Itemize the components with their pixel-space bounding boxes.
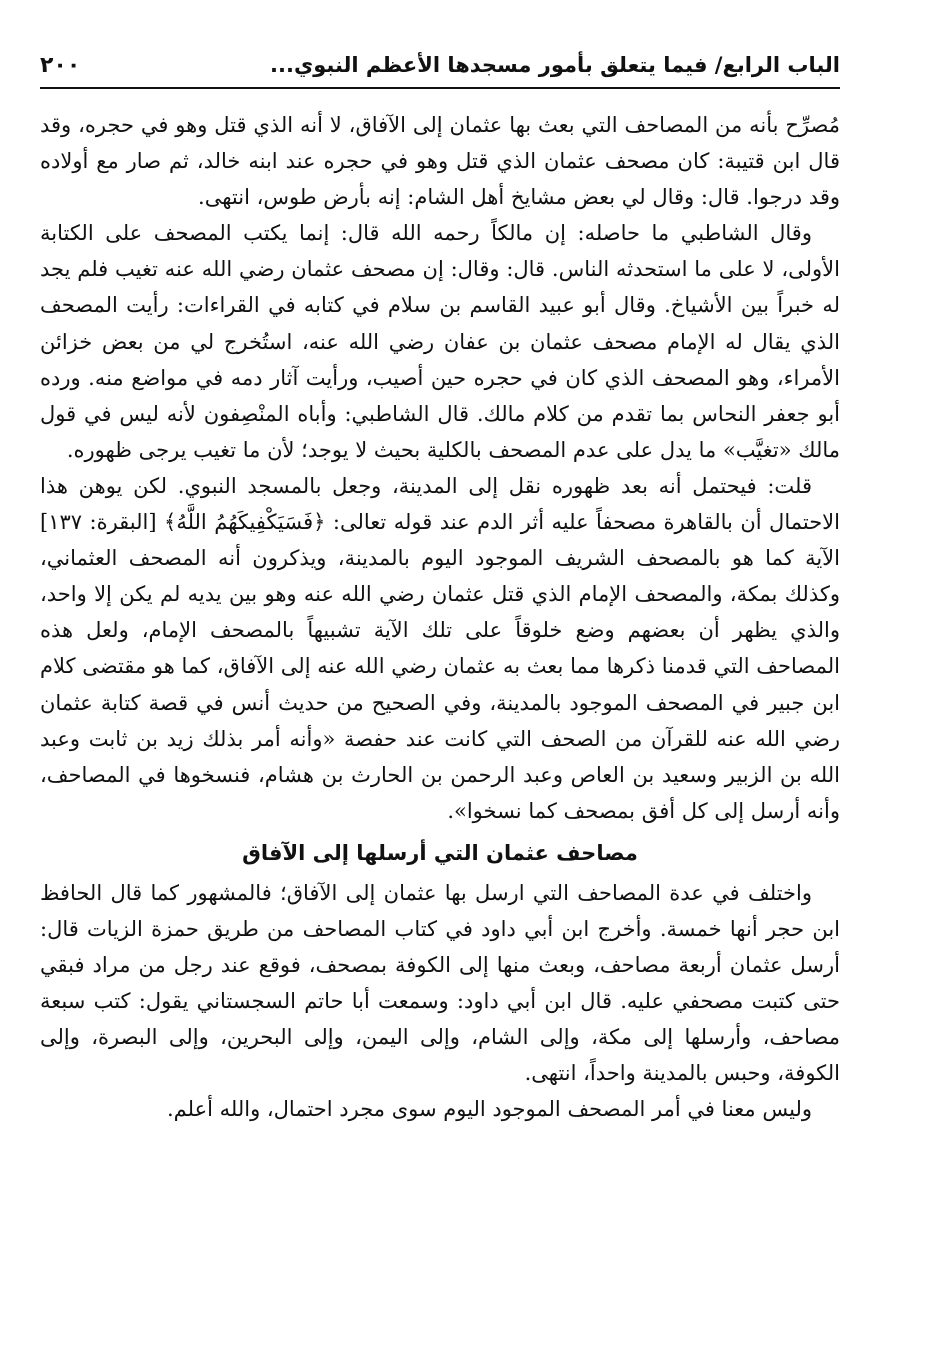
paragraph-3: قلت: فيحتمل أنه بعد ظهوره نقل إلى المدينة، وجعل بالمسجد النبوي. لكن يوهن هذا الاحتمال أن بالقاهرة مصحفاً عليه أثر الدم عند قوله تعالى: ﴿فَسَيَكْفِيكَهُمُ اللَّهُ﴾ [البقرة: ١٣٧] الآية كما هو بالمصحف الشريف الموجود اليوم بالمدينة، ويذكرون أنه المصحف العثماني، وكذلك بمكة، والمصحف الإمام الذي قتل عثمان رضي الله عنه وهو بين يديه لم يكن إلا واحد، والذي يظهر أن بعضهم وضع خلوقاً على تلك الآية تشبيهاً بالمصحف الإمام، ولعل هذه المصاحف التي قدمنا ذكرها مما بعث به عثمان رضي الله عنه إلى الآفاق، كما هو مقتضى كلام ابن جبير في المصحف الموجود بالمدينة، وفي الصحيح من حديث أنس في قصة كتابة عثمان رضي الله عنه للقرآن من الصحف التي كانت عند حفصة «وأنه أمر بذلك زيد بن ثابت وعبد الله بن الزبير وسعيد بن العاص وعبد الرحمن بن الحارث بن هشام، فنسخوها في المصاحف، وأنه أرسل إلى كل أفق بمصحف كما نسخوا». — [40, 473, 840, 823]
book-page — [40, 50, 840, 1345]
page-number: ٢٠٠ — [40, 53, 81, 78]
body-text — [40, 107, 840, 1128]
section-heading: مصاحف عثمان التي أرسلها إلى الآفاق — [242, 840, 638, 865]
chapter-title: الباب الرابع/ فيما يتعلق بأمور مسجدها الأعظم النبوي... — [270, 53, 840, 77]
section-paragraph-1: واختلف في عدة المصاحف التي ارسل بها عثمان إلى الآفاق؛ فالمشهور كما قال الحافظ ابن حجر أنها خمسة. وأخرج ابن أبي داود في كتاب المصاحف من طريق حمزة الزيات قال: أرسل عثمان أربعة مصاحف، وبعث منها إلى الكوفة بمصحف، فوقع عند رجل من مراد فبقي حتى كتبت مصحفي عليه. قال ابن أبي داود: وسمعت أبا حاتم السجستاني يقول: كتب سبعة مصاحف، وأرسلها إلى مكة، وإلى الشام، وإلى اليمن، وإلى البحرين، وإلى البصرة، وإلى الكوفة، وحبس بالمدينة واحداً، انتهى. — [40, 880, 840, 1086]
section-paragraph-2: وليس معنا في أمر المصحف الموجود اليوم سوى مجرد احتمال، والله أعلم. — [166, 1097, 812, 1122]
paragraph-1: مُصرِّح بأنه من المصاحف التي بعث بها عثمان إلى الآفاق، لا أنه الذي قتل وهو في حجره، وقد قال ابن قتيبة: كان مصحف عثمان الذي قتل وهو في حجره عند ابنه خالد، ثم صار مع أولاده وقد درجوا. قال: وقال لي بعض مشايخ أهل الشام: إنه بأرض طوس، انتهى. — [40, 113, 840, 210]
running-header — [40, 50, 840, 89]
paragraph-2: وقال الشاطبي ما حاصله: إن مالكاً رحمه الله قال: إنما يكتب المصحف على الكتابة الأولى، لا على ما استحدثه الناس. قال: وقال: إن مصحف عثمان رضي الله عنه تغيب فلم يجد له خبراً بين الأشياخ. وقال أبو عبيد القاسم بن سلام في كتابه في القراءات: رأيت المصحف الذي يقال له الإمام مصحف عثمان بن عفان رضي الله عنه، استُخرج لي من بعض خزائن الأمراء، وهو المصحف الذي كان في حجره حين أصيب، ورأيت آثار دمه في مواضع منه. ورده أبو جعفر النحاس بما تقدم من كلام مالك. قال الشاطبي: وأباه المنْصِفون لأنه ليس في قول مالك «تغيَّب» ما يدل على عدم المصحف بالكلية بحيث لا يوجد؛ لأن ما تغيب يرجى ظهوره. — [40, 221, 840, 462]
